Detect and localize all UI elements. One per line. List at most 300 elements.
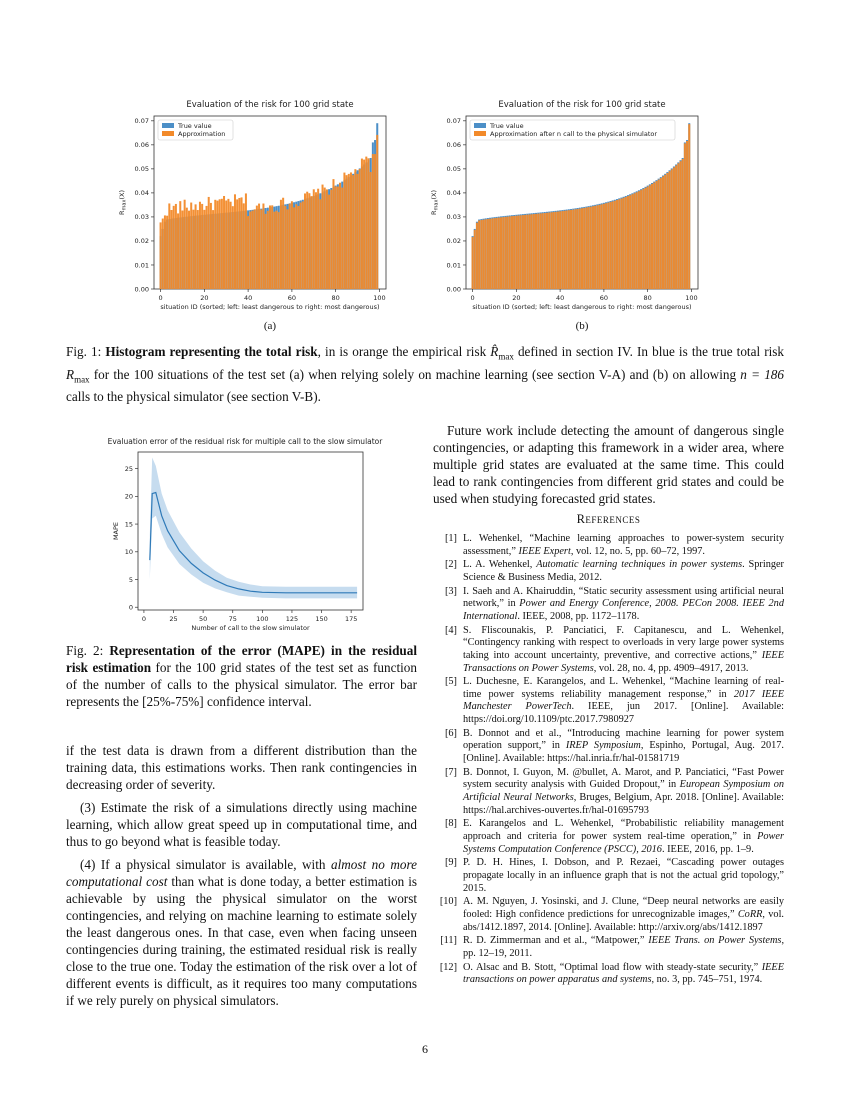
approximation-bar [332,179,334,289]
approximation-bar [328,195,330,289]
approximation-bar [260,209,262,289]
y-tick-label: 0.04 [446,189,461,198]
future-work-paragraph: Future work include detecting the amount of dangerous single contingencies, or adapting this framework in a wider area, where multiple grid states are evaluated at the same time. This could lead to rank contingencies from different grid states and could be used when studying forecasted grid states. [433,423,784,506]
approximation-bar [322,185,324,289]
approximation-bar [361,159,363,289]
fig1a-label: (a) [263,320,277,332]
approximation-bar [203,210,205,289]
reference-number: [4] [444,624,457,636]
approximation-bar [168,203,170,289]
reference-item [433,533,784,558]
reference-text: S. Fliscounakis, P. Panciatici, F. Capitanescu, and L. Wehenkel, “Contingency ranking with respect to overloads in very large power systems taking into account uncertainty, preventive, and corrective actions,” IEEE Transactions on Power Systems, vol. 28, no. 4, pp. 4909–4917, 2013. [463,624,784,674]
reference-item [433,935,784,960]
approximation-bar [216,201,218,289]
reference-item [433,559,784,584]
approximation-bar [341,188,343,289]
approximation-bar [513,216,515,289]
x-tick-label: 20 [200,294,209,302]
approximation-bar [214,200,216,289]
x-tick-label: 0 [470,294,475,302]
reference-text: R. D. Zimmerman and et al., “Matpower,” IEEE Trans. on Power Systems, pp. 12–19, 2011. [463,935,785,959]
reference-text: E. Karangelos and L. Wehenkel, “Probabilistic reliability management approach and criteria for power system real-time operation,” in Power Systems Computation Conference (PSCC), 2016. IEEE, 2016, pp. 1–9. [463,818,784,855]
approximation-bar [251,211,253,289]
approximation-bar [326,189,328,289]
y-tick-label: 10 [124,548,133,557]
approximation-bar [526,215,528,289]
approximation-bar [236,199,238,289]
reference-item [433,728,784,766]
approximation-bar [583,208,585,289]
x-tick-label: 100 [373,294,386,302]
x-axis-label: Number of call to the slow simulator [191,624,310,632]
approximation-bar [518,216,520,289]
reference-item [433,676,784,726]
y-tick-label: 5 [128,575,133,584]
approximation-bar [225,201,227,290]
approximation-bar [568,210,570,289]
approximation-bar [688,124,690,289]
approximation-bar [520,215,522,289]
legend-swatch-true [474,123,486,128]
approximation-bar [684,143,686,289]
x-tick-label: 40 [243,294,253,302]
approximation-bar [295,204,297,289]
approximation-bar [297,206,299,289]
approximation-bar [579,209,581,289]
approximation-bar [348,174,350,289]
approximation-bar [638,191,640,289]
approximation-bar [232,206,234,289]
approximation-bar [500,217,502,289]
x-axis-label: situation ID (sorted; left: least dangerous to right: most dangerous) [472,303,692,311]
x-tick-label: 40 [555,294,565,302]
reference-text: O. Alsac and B. Stott, “Optimal load flow with steady-state security,” IEEE transactions on power apparatus and systems, no. 3, pp. 745–751, 1974. [463,961,784,986]
approximation-bar [199,202,201,289]
approximation-bar [339,183,341,289]
approximation-bar [300,203,302,289]
reference-number: [9] [444,857,457,869]
approximation-bar [212,210,214,289]
approximation-bar [267,211,269,289]
approximation-bar [317,189,319,289]
approximation-bar [671,169,673,289]
y-tick-label: 0.04 [134,189,149,198]
reference-number: [1] [444,533,457,544]
approximation-bar [221,199,223,289]
approximation-bar [509,216,511,289]
x-tick-label: 75 [228,615,237,623]
y-tick-label: 0.01 [446,261,461,270]
approximation-bar [660,178,662,289]
approximation-bar [376,135,378,289]
fig1b-title: Evaluation of the risk for 100 grid state [498,100,666,110]
reference-text: I. Saeh and A. Khairuddin, “Static security assessment using artificial neural network,” in Power and Energy Conference, 2008. PECon 2008. IEEE 2nd International. IEEE, 2008, pp. 1172–1178. [463,585,784,622]
reference-item [433,586,784,624]
approximation-bar [640,190,642,289]
reference-item [433,857,784,895]
approximation-bar [555,212,557,289]
reference-item [433,962,784,987]
approximation-bar [245,193,247,289]
approximation-bar [537,214,539,289]
y-tick-label: 0.06 [134,141,149,150]
approximation-bar [276,211,278,289]
x-tick-label: 80 [331,294,340,302]
approximation-bar [590,207,592,289]
approximation-bar [627,196,629,289]
approximation-bar [515,216,517,289]
fig1b-label: (b) [575,320,589,332]
fig2-caption: Fig. 2: Representation of the error (MAPE) in the residual risk estimation for the 100 grid states of the test set as function of the number of calls to the physical simulator. The error bar represents the [25%-75%] confidence interval. [66,643,417,709]
approximation-bar [319,199,321,289]
approximation-bar [188,211,190,289]
approximation-bar [485,219,487,289]
approximation-bar [363,160,365,289]
approximation-bar [570,210,572,289]
approximation-bar [594,206,596,289]
x-tick-label: 80 [643,294,652,302]
approximation-bar [533,214,535,289]
fig2-title: Evaluation error of the residual risk for multiple call to the slow simulator [107,437,383,446]
x-axis-label: situation ID (sorted; left: least dangerous to right: most dangerous) [160,303,380,311]
approximation-bar [350,172,352,289]
approximation-bar [346,175,348,289]
references-list [433,533,784,988]
approximation-bar [365,157,367,289]
x-tick-label: 20 [512,294,521,302]
reference-number: [7] [444,766,457,778]
approximation-bar [302,201,304,289]
reference-number: [12] [439,961,457,973]
reference-number: [10] [439,896,457,908]
approximation-bar [243,203,245,289]
approximation-bar [234,194,236,289]
approximation-bar [249,212,251,289]
approximation-bar [673,167,675,289]
approximation-bar [588,207,590,289]
approximation-bar [577,209,579,289]
approximation-bar [502,217,504,289]
approximation-bar [478,220,480,289]
approximation-bar [313,189,315,289]
reference-text: B. Donnot and et al., “Introducing machine learning for power system operation support,” in IREP Symposium, Espinho, Portugal, Aug. 2017. [Online]. Available: https://hal.inria.fr/hal-01581719 [463,727,785,765]
approximation-bar [487,219,489,289]
approximation-bar [184,200,186,289]
approximation-bar [304,193,306,289]
approximation-bar [210,203,212,289]
reference-number: [6] [444,727,457,739]
y-tick-label: 0.05 [446,165,461,174]
approximation-bar [658,180,660,289]
approximation-bar [201,204,203,289]
reference-number: [8] [444,818,457,830]
approximation-bar [559,211,561,289]
approximation-bar [614,201,616,289]
page-number: 6 [422,1042,428,1056]
approximation-bar [548,213,550,289]
approximation-bar [605,203,607,289]
approximation-bar [227,199,229,289]
approximation-bar [293,207,295,289]
approximation-bar [311,196,313,289]
reference-number: [5] [444,676,457,688]
x-tick-label: 175 [344,615,358,623]
legend-label-true: True value [490,122,524,130]
approximation-bar [480,220,482,289]
approximation-bar [330,190,332,289]
approximation-bar [616,200,618,289]
approximation-bar [219,199,221,289]
y-tick-label: 0.00 [134,285,149,294]
x-tick-label: 150 [315,615,328,623]
approximation-bar [241,197,243,289]
x-tick-label: 60 [599,294,609,302]
approximation-bar [653,183,655,289]
approximation-bar [489,219,491,289]
legend-label-approx: Approximation [178,130,226,138]
approximation-bar [208,197,210,289]
approximation-bar [287,209,289,289]
approximation-bar [258,204,260,289]
approximation-bar [474,230,476,289]
approximation-bar [522,215,524,289]
approximation-bar [308,193,310,289]
approximation-bar [162,219,164,289]
approximation-bar [629,195,631,289]
approximation-bar [669,171,671,289]
approximation-bar [337,187,339,289]
approximation-bar [649,185,651,289]
approximation-bar [675,165,677,289]
fig1a-chart [112,110,397,315]
y-tick-label: 0.07 [446,117,461,126]
y-tick-label: 25 [124,464,133,473]
approximation-bar [539,213,541,289]
approximation-bar [271,205,273,289]
approximation-bar [603,204,605,289]
approximation-bar [553,212,555,289]
approximation-bar [666,173,668,289]
approximation-bar [223,196,225,289]
y-tick-label: 0.05 [134,165,149,174]
approximation-bar [262,204,264,289]
approximation-bar [679,161,681,289]
x-tick-label: 125 [285,615,299,623]
approximation-bar [335,186,337,289]
approximation-bar [370,172,372,289]
approximation-bar [195,204,197,289]
approximation-bar [498,218,500,289]
paragraph-3: (4) If a physical simulator is available, with almost no more computational cost than what is done today, a better estimation is achievable by using the physical simulator on the worst contingencies, and relying on machine learning to estimate solely the least dangerous ones. In that case, even when facing unseen contingencies during training, the estimated residual risk is really close to the true one. Today the estimation of the risk over a lot of different events is difficult, as it requires too many computations if we rely purely on physical simulators. [66,857,418,1008]
approximation-bar [664,175,666,289]
approximation-bar [291,201,293,289]
reference-item [433,767,784,817]
approximation-bar [601,204,603,289]
approximation-bar [476,223,478,289]
approximation-bar [190,203,192,289]
paragraph-2: (3) Estimate the risk of a simulations directly using machine learning, which allow great speed up in computational time, and thus to go beyond what is feasible today. [66,800,417,849]
fig2-chart [110,448,365,633]
approximation-bar [247,216,249,289]
approximation-bar [557,212,559,289]
approximation-bar [306,192,308,289]
approximation-bar [324,188,326,289]
x-tick-label: 25 [169,615,178,623]
y-tick-label: 0.02 [134,237,149,246]
approximation-bar [496,218,498,289]
legend-swatch-approx [474,131,486,136]
paragraph-1: if the test data is drawn from a different distribution than the training data, this estimations works. Then rank contingencies in decreasing order of severity. [66,743,417,792]
approximation-bar [254,209,256,289]
approximation-bar [175,204,177,289]
approximation-bar [352,175,354,289]
approximation-bar [592,206,594,289]
approximation-bar [230,202,232,289]
y-tick-label: 0.06 [446,141,461,150]
approximation-bar [572,210,574,289]
approximation-bar [472,237,474,289]
approximation-bar [642,189,644,289]
y-tick-label: 0.03 [134,213,149,222]
y-tick-label: 0.00 [446,285,461,294]
approximation-bar [561,211,563,289]
approximation-bar [343,173,345,289]
fig1-caption: Fig. 1: Histogram representing the total risk, in is orange the empirical risk $R̂_{max}$ defined in section IV. In blue is the true total risk $R_{max}$ for the 100 situations of the test set (a) when relying solely on machine learning (see section V-A) and (b) on allowing n = 186 calls to the physical simulator (see section V-B). [66,344,784,405]
approximation-bar [197,210,199,289]
approximation-bar [256,206,258,289]
reference-item [433,896,784,934]
approximation-bar [278,212,280,289]
references-heading: References [576,512,641,526]
approximation-bar [524,215,526,289]
approximation-bar [273,212,275,289]
approximation-bar [528,214,530,289]
y-tick-label: 0.07 [134,117,149,126]
approximation-bar [493,218,495,289]
approximation-bar [607,203,609,289]
approximation-bar [566,211,568,289]
reference-text: L. Wehenkel, “Machine learning approaches to power-system security assessment,” IEEE Expert, vol. 12, no. 5, pp. 60–72, 1997. [463,533,784,557]
approximation-bar [550,212,552,289]
approximation-bar [507,217,509,289]
approximation-bar [367,158,369,289]
approximation-bar [563,211,565,289]
approximation-bar [186,208,188,289]
approximation-bar [677,163,679,289]
legend-swatch-approx [162,131,174,136]
approximation-bar [483,220,485,289]
approximation-bar [531,214,533,289]
reference-number: [2] [444,559,457,571]
approximation-bar [618,199,620,289]
approximation-bar [634,193,636,289]
approximation-bar [181,211,183,289]
approximation-bar [612,201,614,289]
x-tick-label: 100 [685,294,698,302]
approximation-bar [166,216,168,289]
approximation-bar [535,214,537,289]
x-tick-label: 0 [158,294,163,302]
reference-text: L. A. Wehenkel, Automatic learning techniques in power systems. Springer Science & Business Media, 2012. [463,559,784,583]
approximation-bar [596,205,598,289]
reference-number: [3] [444,585,457,597]
approximation-bar [238,198,240,289]
approximation-bar [655,181,657,289]
reference-item [433,818,784,856]
approximation-bar [269,205,271,289]
approximation-bar [192,210,194,289]
approximation-bar [647,187,649,289]
approximation-bar [651,184,653,289]
y-tick-label: 0.01 [134,261,149,270]
reference-text: P. D. H. Hines, I. Dobson, and P. Rezaei, “Cascading power outages propagate locally in an influence graph that is not the actual grid topology,” 2015. [463,857,784,894]
approximation-bar [357,174,359,289]
fig1a-title: Evaluation of the risk for 100 grid state [186,100,354,110]
approximation-bar [623,198,625,289]
approximation-bar [511,216,513,289]
y-tick-label: 0 [128,603,133,612]
approximation-bar [354,169,356,289]
approximation-bar [289,204,291,289]
y-axis-label: $R_{max}(X)$ [430,190,440,215]
legend-label-approx: Approximation after n call to the physical simulator [490,130,658,138]
approximation-bar [177,213,179,289]
approximation-bar [609,202,611,289]
approximation-bar [160,222,162,289]
y-axis-label: $R_{max}(X)$ [118,190,128,215]
approximation-bar [173,206,175,289]
approximation-bar [644,188,646,289]
y-tick-label: 0.03 [446,213,461,222]
legend-label-true: True value [178,122,212,130]
x-tick-label: 60 [287,294,297,302]
approximation-bar [282,198,284,289]
approximation-bar [686,141,688,289]
x-tick-label: 50 [198,615,208,623]
reference-text: A. M. Nguyen, J. Yosinski, and J. Clune, “Deep neural networks are easily fooled: High confidence predictions for unrecognizable images,” CoRR, vol. abs/1412.1897, 2014. [Online]. Available: http://arxiv.org/abs/1412.1897 [463,896,785,933]
approximation-bar [265,214,267,289]
approximation-bar [599,205,601,289]
approximation-bar [682,159,684,289]
y-tick-label: 0.02 [446,237,461,246]
x-tick-label: 100 [256,615,269,623]
approximation-bar [544,213,546,289]
legend-swatch-true [162,123,174,128]
approximation-bar [662,176,664,289]
approximation-bar [585,208,587,289]
approximation-bar [359,169,361,289]
y-tick-label: 20 [124,492,133,501]
approximation-bar [171,210,173,289]
reference-text: B. Donnot, I. Guyon, M. @bullet, A. Marot, and P. Panciatici, “Fast Power system security analysis with Guided Dropout,” in European Symposium on Artificial Neural Networks, Bruges, Belgium, Apr. 2018. [Online]. Available: https://hal.archives-ouvertes.fr/hal-01695793 [463,766,785,816]
left-column-text [66,742,417,1015]
approximation-bar [280,200,282,289]
reference-item [433,625,784,675]
approximation-bar [581,208,583,289]
approximation-bar [625,197,627,289]
approximation-bar [284,206,286,289]
reference-number: [11] [440,935,457,947]
approximation-bar [620,199,622,289]
approximation-bar [504,217,506,289]
approximation-bar [631,194,633,289]
approximation-bar [372,154,374,289]
approximation-bar [179,201,181,289]
approximation-bar [542,213,544,289]
approximation-bar [206,206,208,289]
approximation-bar [636,192,638,289]
y-tick-label: 15 [124,520,133,529]
